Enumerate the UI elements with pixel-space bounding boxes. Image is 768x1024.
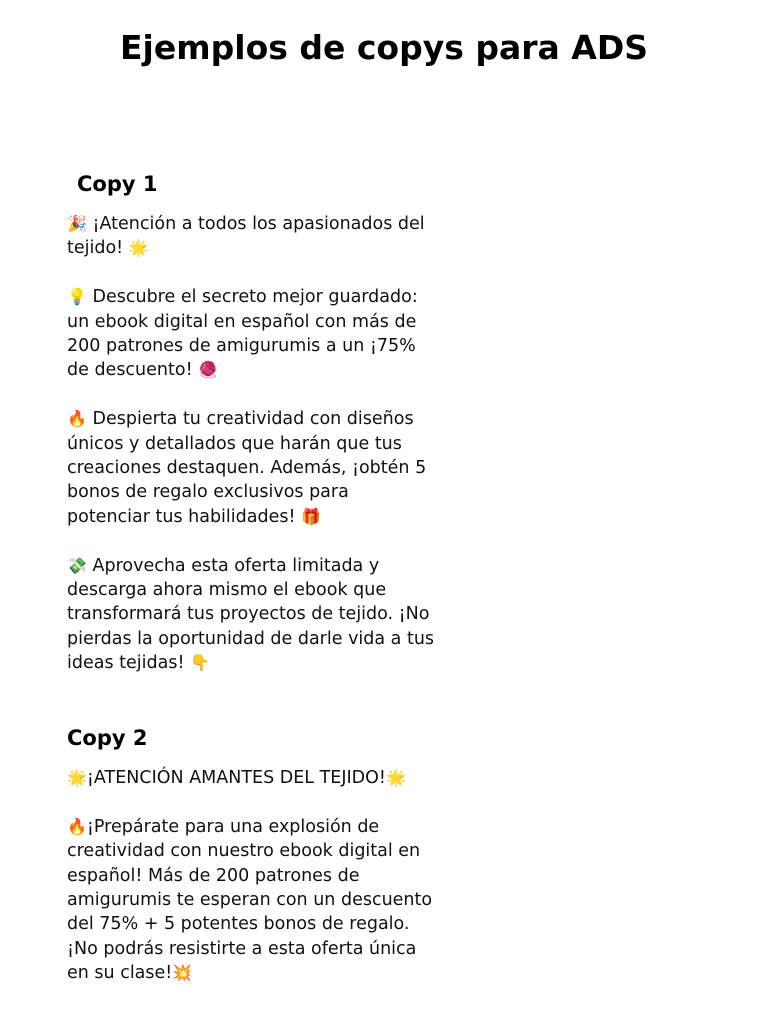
paragraph-text: Aprovecha esta oferta limitada y descarga ahora mismo el ebook que transformará tus proyectos de tejido. ¡No pierdas la oportunidad de darle vida a tus ideas tejidas! — [67, 555, 435, 674]
copy-2-paragraph — [67, 815, 437, 986]
glowing-star-icon: 🌟 — [67, 768, 87, 787]
copy-1-paragraph — [67, 554, 437, 676]
page-title: Ejemplos de copys para ADS — [120, 28, 648, 67]
party-popper-icon: 🎉 — [67, 214, 87, 233]
copy-1-paragraph — [67, 407, 437, 529]
copy-2-paragraph — [67, 766, 437, 790]
copy-1-heading: Copy 1 — [77, 172, 158, 196]
copy-2-heading: Copy 2 — [67, 726, 148, 750]
light-bulb-icon: 💡 — [67, 287, 87, 307]
paragraph-text: ¡Prepárate para una explosión de creatividad con nuestro ebook digital en español! Más de 200 patrones de amigurumis te esperan con un descuento del 75% + 5 potentes bonos de regalo. ¡No podrás resistirte a esta oferta única en su clase! — [67, 816, 433, 984]
paragraph-text: ¡ATENCIÓN AMANTES DEL TEJIDO! — [86, 768, 386, 788]
fire-icon: 🔥 — [67, 816, 87, 836]
yarn-icon: 🧶 — [198, 360, 219, 380]
money-with-wings-icon: 💸 — [67, 555, 87, 575]
glowing-star-icon: 🌟 — [128, 238, 149, 258]
copy-1-paragraph — [67, 285, 437, 383]
paragraph-text: Despierta tu creatividad con diseños únicos y detallados que harán que tus creaciones destaquen. Además, ¡obtén 5 bonos de regalo exclusivos para potenciar tus habilidades! — [67, 409, 427, 527]
paragraph-text: Descubre el secreto mejor guardado: un ebook digital en español con más de 200 patrones de amigurumis a un ¡75% de descuento! — [67, 287, 418, 381]
copy-1-paragraph — [67, 212, 437, 261]
collision-icon: 💥 — [172, 963, 193, 983]
glowing-star-icon: 🌟 — [385, 768, 406, 787]
gift-icon: 🎁 — [301, 506, 321, 526]
copy-1-body — [67, 212, 437, 676]
paragraph-text: ¡Atención a todos los apasionados del tejido! — [67, 214, 425, 259]
copy-2-body — [67, 766, 437, 986]
fire-icon: 🔥 — [67, 409, 87, 429]
pointing-down-icon: 👇 — [190, 653, 210, 673]
